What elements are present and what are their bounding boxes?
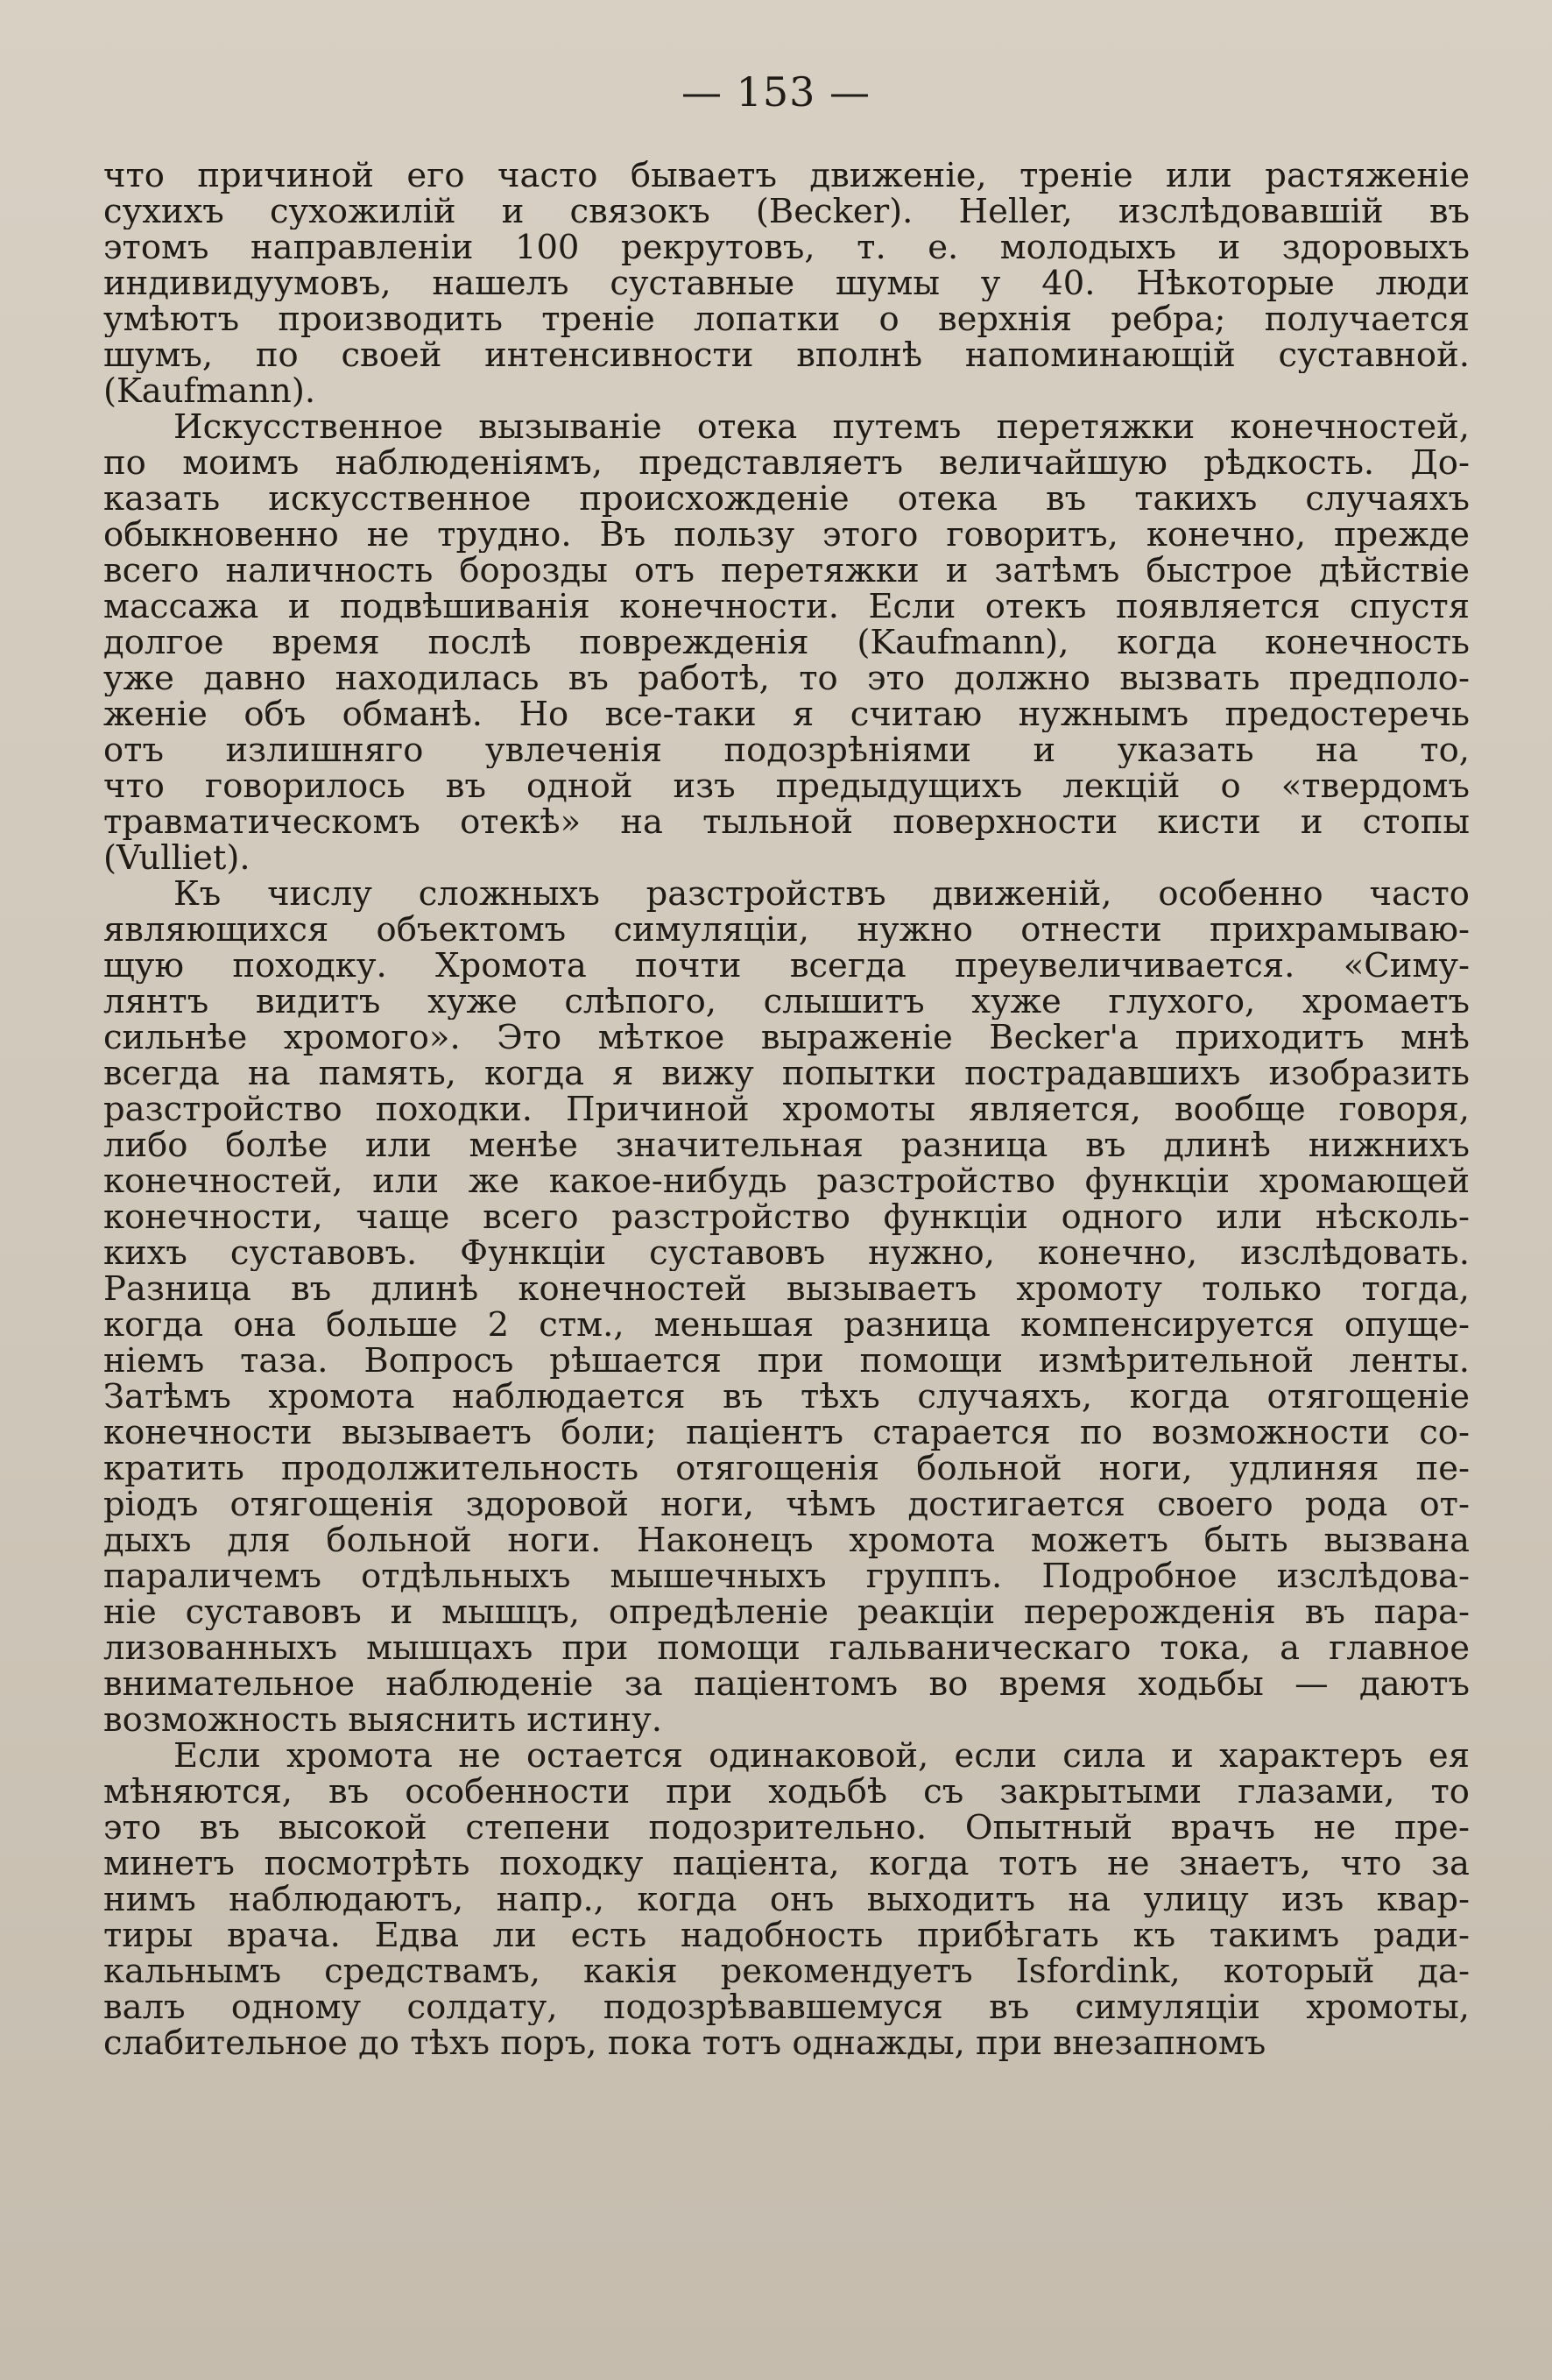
text-line: минетъ посмотрѣть походку паціента, когда тотъ не знаетъ, что за xyxy=(103,1846,1470,1882)
text-line: что причиной его часто бываетъ движеніе, треніе или растяженіе xyxy=(103,158,1470,194)
text-line: (Kaufmann). xyxy=(103,373,316,409)
text-line: что говорилось въ одной изъ предыдущихъ лекцій о «твердомъ xyxy=(103,768,1470,804)
text-line: кратить продолжительность отягощенія больной ноги, удлиняя пе- xyxy=(103,1451,1470,1487)
text-line: тиры врача. Едва ли есть надобность прибѣгать къ такимъ ради- xyxy=(103,1917,1470,1953)
body-text xyxy=(103,158,1470,2061)
text-line: дыхъ для больной ноги. Наконецъ хромота можетъ быть вызвана xyxy=(103,1522,1470,1558)
text-line: обыкновенно не трудно. Въ пользу этого говоритъ, конечно, прежде xyxy=(103,517,1470,553)
text-line: по моимъ наблюденіямъ, представляетъ величайшую рѣдкость. До- xyxy=(103,445,1470,481)
text-line: мѣняются, въ особенности при ходьбѣ съ закрытыми глазами, то xyxy=(103,1774,1470,1810)
paragraph xyxy=(103,409,1470,876)
paragraph xyxy=(103,876,1470,1738)
text-line: лизованныхъ мышцахъ при помощи гальваническаго тока, а главное xyxy=(103,1630,1470,1666)
text-line: (Vulliet). xyxy=(103,840,250,876)
text-line: являющихся объектомъ симуляціи, нужно отнести прихрамываю- xyxy=(103,912,1470,948)
text-line: щую походку. Хромота почти всегда преувеличивается. «Симу- xyxy=(103,948,1470,984)
text-line: возможность выяснить истину. xyxy=(103,1702,663,1738)
text-line: нимъ наблюдаютъ, напр., когда онъ выходитъ на улицу изъ квар- xyxy=(103,1882,1470,1917)
text-line: ріодъ отягощенія здоровой ноги, чѣмъ достигается своего рода от- xyxy=(103,1487,1470,1522)
text-line: разстройство походки. Причиной хромоты является, вообще говоря, xyxy=(103,1091,1470,1127)
text-line: конечности, чаще всего разстройство функціи одного или нѣсколь- xyxy=(103,1199,1470,1235)
text-line: Если хромота не остается одинаковой, если сила и характеръ ея xyxy=(173,1738,1470,1774)
paragraph xyxy=(103,1738,1470,2061)
text-line: кихъ суставовъ. Функціи суставовъ нужно, конечно, изслѣдовать. xyxy=(103,1235,1470,1271)
text-line: Искусственное вызываніе отека путемъ перетяжки конечностей, xyxy=(173,409,1470,445)
text-line: это въ высокой степени подозрительно. Опытный врачъ не пре- xyxy=(103,1810,1470,1846)
text-line: внимательное наблюденіе за паціентомъ во время ходьбы — даютъ xyxy=(103,1666,1470,1702)
text-line: валъ одному солдату, подозрѣвавшемуся въ симуляціи хромоты, xyxy=(103,1989,1470,2025)
text-line: всего наличность борозды отъ перетяжки и затѣмъ быстрое дѣйствіе xyxy=(103,553,1470,589)
text-line: слабительное до тѣхъ поръ, пока тотъ однажды, при внезапномъ xyxy=(103,2025,1266,2061)
text-line: женіе объ обманѣ. Но все-таки я считаю нужнымъ предостеречь xyxy=(103,696,1470,732)
text-line: ніе суставовъ и мышцъ, опредѣленіе реакціи перерожденія въ пара- xyxy=(103,1594,1470,1630)
text-line: травматическомъ отекѣ» на тыльной поверхности кисти и стопы xyxy=(103,804,1470,840)
text-line: долгое время послѣ поврежденія (Kaufmann), когда конечность xyxy=(103,625,1470,660)
text-line: этомъ направленіи 100 рекрутовъ, т. е. молодыхъ и здоровыхъ xyxy=(103,230,1470,265)
text-line: массажа и подвѣшиванія конечности. Если отекъ появляется спустя xyxy=(103,589,1470,625)
text-line: параличемъ отдѣльныхъ мышечныхъ группъ. Подробное изслѣдова- xyxy=(103,1558,1470,1594)
text-line: сухихъ сухожилій и связокъ (Becker). Heller, изслѣдовавшій въ xyxy=(103,194,1470,230)
text-line: уже давно находилась въ работѣ, то это должно вызвать предполо- xyxy=(103,660,1470,696)
text-line: ніемъ таза. Вопросъ рѣшается при помощи измѣрительной ленты. xyxy=(103,1343,1470,1379)
text-line: индивидуумовъ, нашелъ суставные шумы у 40. Нѣкоторые люди xyxy=(103,265,1470,301)
text-line: конечностей, или же какое-нибудь разстройство функціи хромающей xyxy=(103,1163,1470,1199)
text-line: Разница въ длинѣ конечностей вызываетъ хромоту только тогда, xyxy=(103,1271,1470,1307)
text-line: лянтъ видитъ хуже слѣпого, слышитъ хуже глухого, хромаетъ xyxy=(103,984,1470,1020)
text-line: кальнымъ средствамъ, какія рекомендуетъ Isfordink, который да- xyxy=(103,1953,1470,1989)
page-number: — 153 — xyxy=(681,68,871,116)
text-line: отъ излишняго увлеченія подозрѣніями и указать на то, xyxy=(103,732,1470,768)
text-line: либо болѣе или менѣе значительная разница въ длинѣ нижнихъ xyxy=(103,1127,1470,1163)
text-line: сильнѣе хромого». Это мѣткое выраженіе Becker'a приходитъ мнѣ xyxy=(103,1020,1470,1056)
text-line: когда она больше 2 стм., меньшая разница компенсируется опуще- xyxy=(103,1307,1470,1343)
text-line: Къ числу сложныхъ разстройствъ движеній, особенно часто xyxy=(173,876,1470,912)
text-line: шумъ, по своей интенсивности вполнѣ напоминающій суставной. xyxy=(103,337,1470,373)
text-line: умѣютъ производить треніе лопатки о верхнія ребра; получается xyxy=(103,301,1470,337)
text-line: всегда на память, когда я вижу попытки пострадавшихъ изобразить xyxy=(103,1056,1470,1091)
text-line: Затѣмъ хромота наблюдается въ тѣхъ случаяхъ, когда отягощеніе xyxy=(103,1379,1470,1415)
text-line: конечности вызываетъ боли; паціентъ старается по возможности со- xyxy=(103,1415,1470,1451)
paragraph xyxy=(103,158,1470,409)
text-line: казать искусственное происхожденіе отека въ такихъ случаяхъ xyxy=(103,481,1470,517)
